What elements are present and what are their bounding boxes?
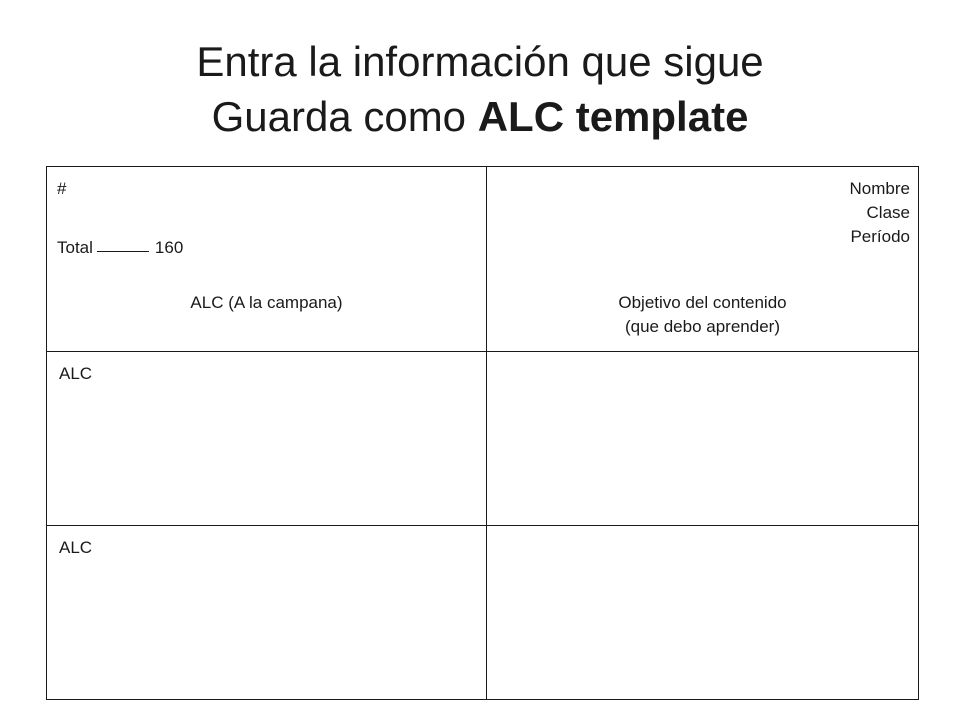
alc-row-label: ALC (59, 364, 93, 383)
alc-table (46, 166, 919, 700)
nombre-label: Nombre (849, 179, 910, 198)
title-line-2 (0, 89, 960, 144)
objective-header (487, 291, 918, 339)
table-row (47, 352, 919, 526)
number-label: # (57, 179, 67, 198)
total-field (57, 236, 183, 260)
objective-cell (487, 526, 919, 700)
alc-row-label: ALC (59, 538, 93, 557)
title-line-1: Entra la información que sigue (196, 38, 764, 85)
title-template-name: ALC template (477, 93, 749, 140)
objective-line-1: Objetivo del contenido (618, 293, 787, 312)
alc-cell (47, 526, 487, 700)
slide-title (0, 34, 960, 144)
table-header-row (47, 167, 919, 352)
title-line-2-prefix: Guarda como (211, 93, 478, 140)
header-left-cell (47, 167, 487, 352)
alc-cell (47, 352, 487, 526)
total-label: Total (57, 238, 93, 257)
student-info (850, 177, 910, 249)
clase-label: Clase (866, 203, 910, 222)
table-row (47, 526, 919, 700)
header-right-cell (487, 167, 919, 352)
total-value: 160 (154, 238, 184, 257)
objective-line-2: (que debo aprender) (624, 317, 780, 336)
objective-cell (487, 352, 919, 526)
periodo-label: Período (850, 227, 910, 246)
total-blank-line (97, 251, 149, 252)
alc-header-label: ALC (A la campana) (190, 293, 343, 312)
